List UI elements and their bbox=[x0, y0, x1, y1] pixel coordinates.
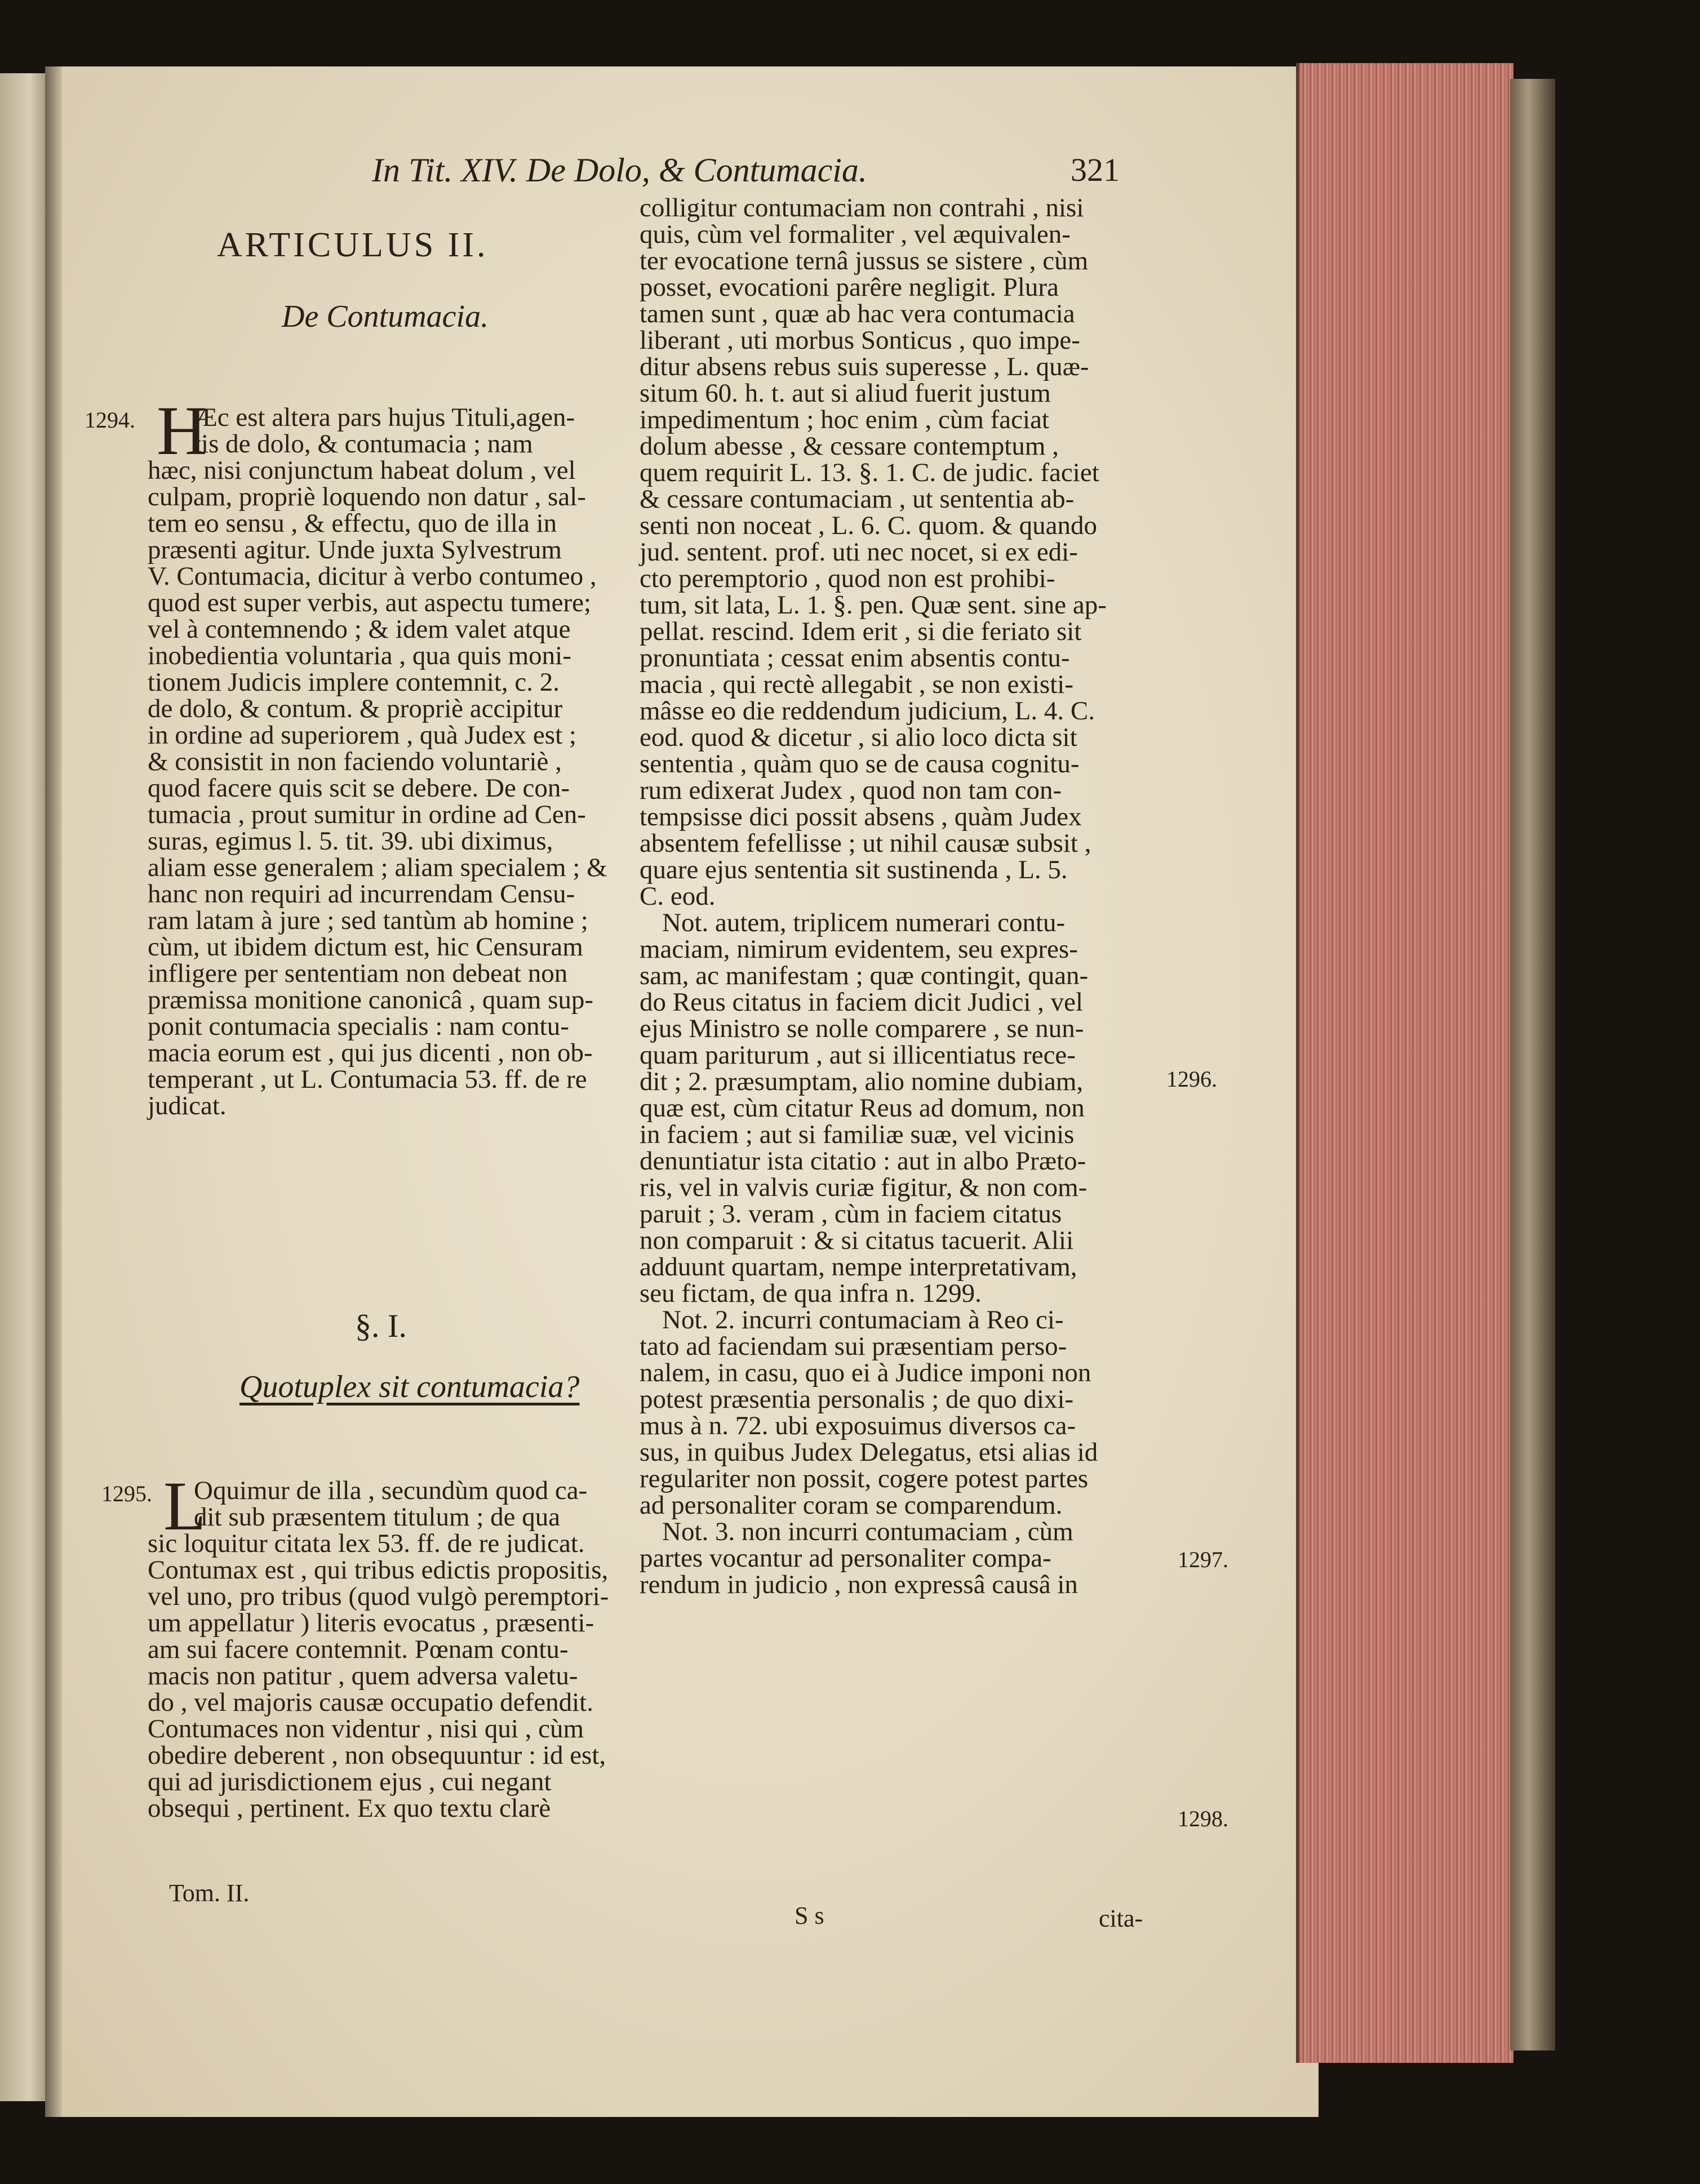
text-line: præsenti agitur. Unde juxta Sylvestrum bbox=[148, 535, 562, 564]
text-line: sic loquitur citata lex 53. ff. de re judicat. bbox=[148, 1529, 585, 1558]
text-line: pronuntiata ; cessat enim absentis contu- bbox=[640, 643, 1070, 673]
text-line: inobedientia voluntaria , qua quis moni- bbox=[148, 641, 571, 670]
dropcap-h: H bbox=[157, 392, 207, 469]
text-line: macia eorum est , qui jus dicenti , non ob- bbox=[148, 1038, 593, 1067]
text-line: in ordine ad superiorem , quà Judex est ; bbox=[148, 720, 576, 750]
page-gutter bbox=[45, 66, 62, 2117]
text-line: Not. 2. incurri contumaciam à Reo ci- bbox=[662, 1305, 1064, 1335]
text-line: suras, egimus l. 5. tit. 39. ubi diximus, bbox=[148, 826, 553, 856]
left-column-block-1 bbox=[148, 404, 643, 1119]
text-line: tempsisse dici possit absens , quàm Judex bbox=[640, 802, 1082, 831]
text-line: sus, in quibus Judex Delegatus, etsi alias id bbox=[640, 1438, 1098, 1467]
text-line: quem requirit L. 13. §. 1. C. de judic. faciet bbox=[640, 458, 1099, 487]
previous-page-edge bbox=[0, 73, 50, 2101]
margin-number-1297: 1297. bbox=[1178, 1547, 1228, 1572]
book-binding bbox=[1510, 79, 1555, 2050]
signature-tom: Tom. II. bbox=[169, 1879, 250, 1907]
text-line: dit ; 2. præsumptam, alio nomine dubiam, bbox=[640, 1067, 1084, 1096]
text-line: denuntiatur ista citatio : aut in albo Præto- bbox=[640, 1146, 1086, 1176]
text-line: in faciem ; aut si familiæ suæ, vel vicinis bbox=[640, 1120, 1075, 1149]
text-line: partes vocantur ad personaliter compa- bbox=[640, 1544, 1051, 1573]
text-line: quod est super verbis, aut aspectu tumere; bbox=[148, 588, 592, 617]
text-line: quæ est, cùm citatur Reus ad domum, non bbox=[640, 1093, 1085, 1123]
text-line: quis, cùm vel formaliter , vel æquivalen- bbox=[640, 220, 1071, 249]
text-line: sam, ac manifestam ; quæ contingit, quan- bbox=[640, 961, 1089, 990]
text-line: cùm, ut ibidem dictum est, hic Censuram bbox=[148, 932, 583, 962]
text-line: eod. quod & dicetur , si alio loco dicta sit bbox=[640, 723, 1077, 752]
text-line: macis non patitur , quem adversa valetu- bbox=[148, 1661, 578, 1691]
text-line: vel à contemnendo ; & idem valet atque bbox=[148, 615, 571, 644]
text-line: sententia , quàm quo se de causa cognitu- bbox=[640, 749, 1080, 779]
text-line: senti non noceat , L. 6. C. quom. & quando bbox=[640, 511, 1097, 540]
running-head: In Tit. XIV. De Dolo, & Contumacia. bbox=[372, 152, 867, 189]
text-line: V. Contumacia, dicitur à verbo contumeo , bbox=[148, 562, 597, 591]
text-line: Not. 3. non incurri contumaciam , cùm bbox=[662, 1517, 1073, 1546]
text-line: tem eo sensu , & effectu, quo de illa in bbox=[148, 509, 557, 538]
text-line: vel uno, pro tribus (quod vulgò peremptori- bbox=[148, 1582, 609, 1611]
text-line: situm 60. h. t. aut si aliud fuerit justum bbox=[640, 379, 1051, 408]
text-line: culpam, propriè loquendo non datur , sal- bbox=[148, 482, 586, 511]
text-line: tionem Judicis implere contemnit, c. 2. bbox=[148, 668, 560, 697]
text-line: ris, vel in valvis curiæ figitur, & non com- bbox=[640, 1173, 1088, 1202]
article-heading: ARTICULUS II. bbox=[217, 226, 489, 264]
text-line: rum edixerat Judex , quod non tam con- bbox=[640, 776, 1062, 805]
text-line: ter evocatione ternâ jussus se sistere , cùm bbox=[640, 246, 1089, 275]
text-line: aliam esse generalem ; aliam specialem ; & bbox=[148, 853, 607, 882]
text-line: temperant , ut L. Contumacia 53. ff. de re bbox=[148, 1065, 587, 1094]
text-line: tumacia , prout sumitur in ordine ad Cen- bbox=[148, 800, 586, 829]
text-line: colligitur contumaciam non contrahi , nisi bbox=[640, 193, 1084, 223]
text-line: non comparuit : & si citatus tacuerit. Alii bbox=[640, 1226, 1074, 1255]
text-line: liberant , uti morbus Sonticus , quo impe- bbox=[640, 326, 1080, 355]
text-line: Contumaces non videntur , nisi qui , cùm bbox=[148, 1714, 584, 1743]
text-line: dit sub præsentem titulum ; de qua bbox=[194, 1502, 561, 1532]
text-line: hæc, nisi conjunctum habeat dolum , vel bbox=[148, 456, 576, 485]
text-line: mâsse eo die reddendum judicium, L. 4. C. bbox=[640, 696, 1095, 726]
text-line: seu fictam, de qua infra n. 1299. bbox=[640, 1279, 982, 1308]
text-line: nalem, in casu, quo ei à Judice imponi non bbox=[640, 1358, 1091, 1387]
text-line: hanc non requiri ad incurrendam Censu- bbox=[148, 879, 575, 909]
text-line: judicat. bbox=[148, 1091, 227, 1120]
article-subtitle: De Contumacia. bbox=[282, 299, 489, 334]
text-line: quod facere quis scit se debere. De con- bbox=[148, 773, 570, 803]
page-number: 321 bbox=[1071, 152, 1120, 188]
text-line: adduunt quartam, nempe interpretativam, bbox=[640, 1252, 1077, 1282]
text-line: um appellatur ) literis evocatus , præsenti- bbox=[148, 1608, 594, 1638]
text-line: obsequi , pertinent. Ex quo textu clarè bbox=[148, 1794, 551, 1823]
text-line: qui ad jurisdictionem ejus , cui negant bbox=[148, 1767, 552, 1796]
text-line: ponit contumacia specialis : nam contu- bbox=[148, 1012, 569, 1041]
right-column bbox=[640, 195, 1147, 1598]
text-line: obedire deberent , non obsequuntur : id est, bbox=[148, 1741, 606, 1770]
margin-number-1298: 1298. bbox=[1178, 1806, 1228, 1831]
paragraph-mark: §. I. bbox=[355, 1307, 407, 1344]
text-line: pellat. rescind. Idem erit , si die feriato sit bbox=[640, 617, 1082, 646]
paragraph-title: Quotuplex sit contumacia? bbox=[239, 1369, 580, 1404]
text-line: jud. sentent. prof. uti nec nocet, si ex edi- bbox=[640, 537, 1078, 567]
dropcap-l: L bbox=[163, 1467, 206, 1545]
text-line: Oquimur de illa , secundùm quod ca- bbox=[194, 1476, 588, 1505]
text-line: tato ad faciendam sui præsentiam perso- bbox=[640, 1332, 1067, 1361]
text-line: do , vel majoris causæ occupatio defendit. bbox=[148, 1688, 593, 1717]
margin-number-1294: 1294. bbox=[85, 407, 135, 433]
text-line: Contumax est , qui tribus edictis propositis, bbox=[148, 1555, 609, 1585]
text-line: am sui facere contemnit. Pœnam contu- bbox=[148, 1635, 569, 1664]
text-line: Not. autem, triplicem numerari contu- bbox=[662, 908, 1066, 937]
text-line: tis de dolo, & contumacia ; nam bbox=[194, 429, 533, 459]
text-line: impedimentum ; hoc enim , cùm faciat bbox=[640, 405, 1049, 434]
text-line: do Reus citatus in faciem dicit Judici , vel bbox=[640, 988, 1084, 1017]
text-line: cto peremptorio , quod non est prohibi- bbox=[640, 564, 1055, 593]
text-line: præmissa monitione canonicâ , quam sup- bbox=[148, 985, 594, 1015]
text-line: ejus Ministro se nolle comparere , se nun- bbox=[640, 1014, 1084, 1043]
text-line: tum, sit lata, L. 1. §. pen. Quæ sent. sine ap- bbox=[640, 590, 1107, 620]
text-line: posset, evocationi parêre negligit. Plura bbox=[640, 273, 1059, 302]
text-line: infligere per sententiam non debeat non bbox=[148, 959, 568, 988]
text-line: quam pariturum , aut si illicentiatus rece- bbox=[640, 1040, 1076, 1070]
margin-number-1295: 1295. bbox=[101, 1481, 152, 1506]
signature-mark: S s bbox=[794, 1902, 824, 1929]
text-line: paruit ; 3. veram , cùm in faciem citatus bbox=[640, 1199, 1062, 1229]
text-line: potest præsentia personalis ; de quo dixi- bbox=[640, 1385, 1074, 1414]
margin-number-1296: 1296. bbox=[1166, 1066, 1217, 1092]
left-column-block-2 bbox=[148, 1478, 643, 1822]
text-line: maciam, nimirum evidentem, seu expres- bbox=[640, 935, 1078, 964]
text-line: ad personaliter coram se comparendum. bbox=[640, 1491, 1063, 1520]
red-page-edges bbox=[1296, 63, 1513, 2063]
text-line: quare ejus sententia sit sustinenda , L. 5. bbox=[640, 855, 1068, 884]
text-line: regulariter non possit, cogere potest partes bbox=[640, 1464, 1089, 1493]
text-line: de dolo, & contum. & propriè accipitur bbox=[148, 694, 563, 723]
text-line: rendum in judicio , non expressâ causâ in bbox=[640, 1570, 1078, 1599]
text-line: tamen sunt , quæ ab hac vera contumacia bbox=[640, 299, 1075, 328]
text-line: & consistit in non faciendo voluntariè , bbox=[148, 747, 562, 776]
text-line: dolum abesse , & cessare contemptum , bbox=[640, 432, 1059, 461]
text-line: ram latam à jure ; sed tantùm ab homine ; bbox=[148, 906, 588, 935]
text-line: macia , qui rectè allegabit , se non existi- bbox=[640, 670, 1073, 699]
text-line: & cessare contumaciam , ut sententia ab- bbox=[640, 484, 1075, 514]
text-line: absentem fefellisse ; ut nihil causæ subsit , bbox=[640, 829, 1091, 858]
catchword: cita- bbox=[1099, 1905, 1143, 1932]
text-line: mus à n. 72. ubi exposuimus diversos ca- bbox=[640, 1411, 1076, 1440]
text-line: ditur absens rebus suis superesse , L. quæ- bbox=[640, 352, 1089, 381]
text-line: Æc est altera pars hujus Tituli,agen- bbox=[194, 403, 575, 432]
text-line: C. eod. bbox=[640, 882, 716, 911]
